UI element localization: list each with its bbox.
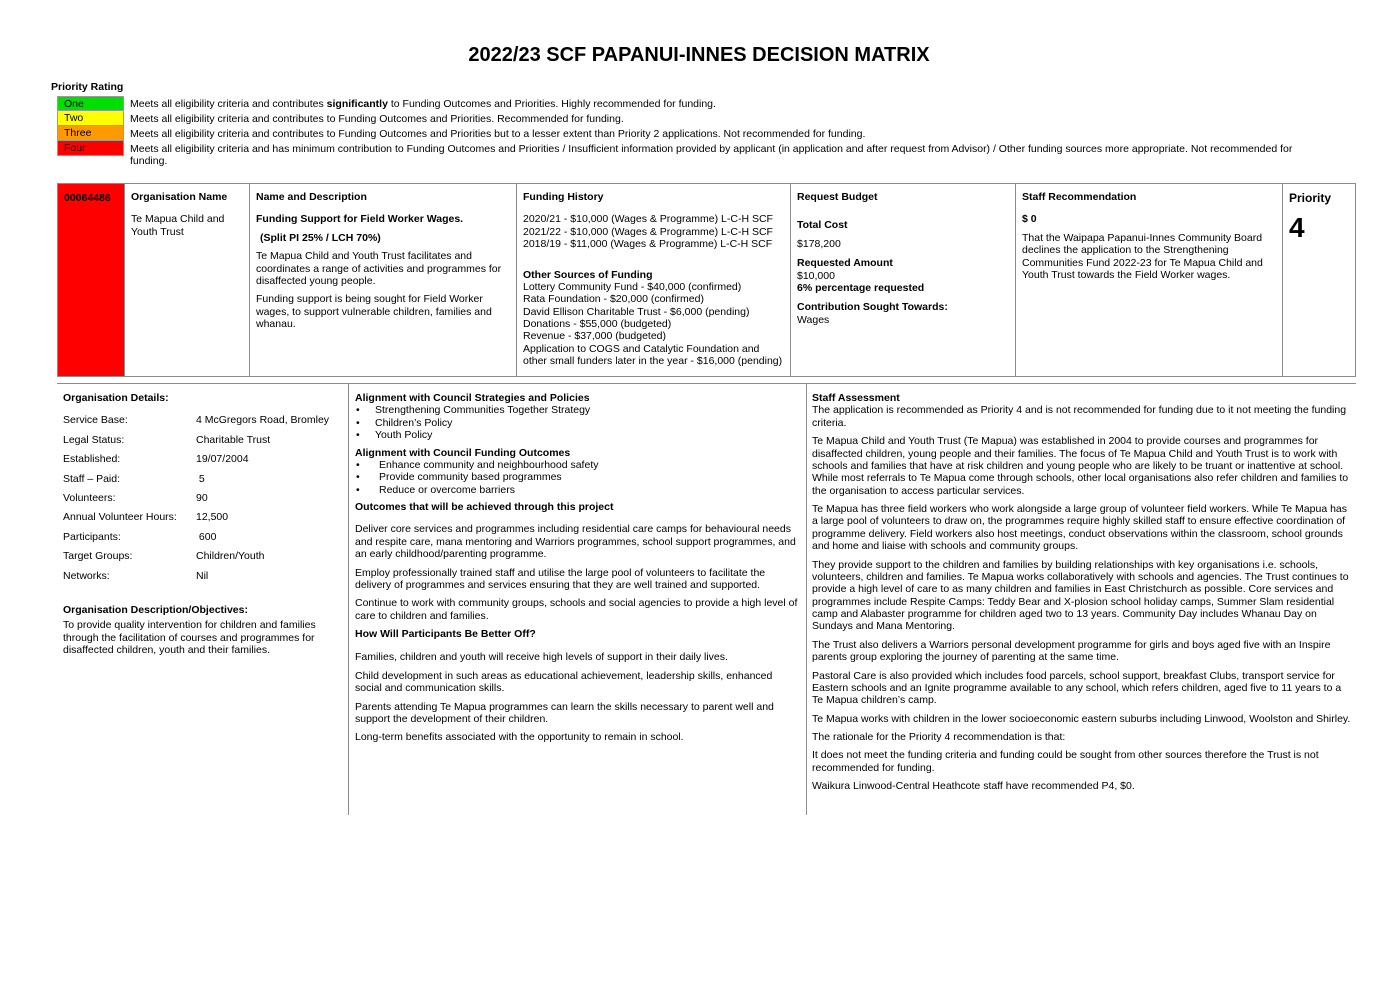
funding-history-item: 2018/19 - $11,000 (Wages & Programme) L-C-H SCF xyxy=(523,238,773,251)
priority-cell xyxy=(1283,184,1355,376)
total-cost-label: Total Cost xyxy=(797,219,848,232)
description-paragraph: Funding support is being sought for Field Worker wages, to support vulnerable children, families and whanau. xyxy=(256,293,492,330)
requested-amount-value: $10,000 xyxy=(797,269,835,282)
detail-row: Networks: Nil xyxy=(63,569,209,582)
priority-row-three xyxy=(57,126,1319,141)
priority-desc-one: Meets all eligibility criteria and contributes significantly to Funding Outcomes and Priorities. Highly recommended for funding. xyxy=(130,98,716,110)
total-cost-value: $178,200 xyxy=(797,237,841,250)
staff-recommendation-amount: $ 0 xyxy=(1022,213,1037,226)
staff-assessment-header: Staff Assessment xyxy=(812,392,900,404)
strategies-header: Alignment with Council Strategies and Policies xyxy=(355,392,590,404)
better-off-paragraph: Child development in such areas as educational achievement, leadership skills, enhanced social and communication skills. xyxy=(355,669,773,695)
priority-desc-four: Meets all eligibility criteria and has minimum contribution to Funding Outcomes and Priorities / Insufficient information provided by applicant (in application and after request from Advisor) / Other funding sources more appropriate. Not recommended for funding. xyxy=(130,143,1293,168)
detail-row: Staff – Paid: 5 xyxy=(63,472,205,485)
column-divider xyxy=(348,384,349,815)
application-summary-table xyxy=(57,183,1356,377)
requested-amount-label: Requested Amount xyxy=(797,257,893,270)
project-outcome-paragraph: Deliver core services and programmes including residential care camps for behavioural needs and respite care, mana mentoring and Warriors programmes, school support programmes, and an early childhood/parenting programme. xyxy=(355,523,796,561)
strategy-item: • Children’s Policy xyxy=(355,417,800,429)
other-source-item: Revenue - $37,000 (budgeted) xyxy=(523,330,667,343)
assessment-paragraph: Te Mapua works with children in the lower socioeconomic eastern suburbs including Linwood, Woolston and Shirley. xyxy=(812,712,1351,725)
detail-row: Service Base: 4 McGregors Road, Bromley xyxy=(63,414,330,427)
priority-rating-legend xyxy=(57,96,1319,168)
assessment-paragraph: Te Mapua has three field workers who work alongside a large group of volunteer field workers. While Te Mapua has a large pool of volunteers to draw on, the programmes require highly skilled staff to ensure effective coordination of programme delivery. Field workers also host meetings, conduct observations within the classroom, school grounds and home and liaise with schools and community groups. xyxy=(812,503,1348,553)
detail-row: Annual Volunteer Hours: 12,500 xyxy=(63,511,229,524)
alignment-column xyxy=(355,392,800,750)
priority-row-two xyxy=(57,111,1319,126)
priority-desc-three: Meets all eligibility criteria and contributes to Funding Outcomes and Priorities but to a lesser extent than Priority 2 applications. Not recommended for funding. xyxy=(130,128,866,140)
funding-outcomes-header: Alignment with Council Funding Outcomes xyxy=(355,446,571,459)
priority-swatch-three: Three xyxy=(57,126,124,141)
description-paragraph: Te Mapua Child and Youth Trust facilitates and coordinates a range of activities and programmes for disaffected young people. xyxy=(256,250,502,287)
funding-outcomes-list xyxy=(355,459,800,496)
detail-row: Target Groups: Children/Youth xyxy=(63,550,265,563)
better-off-paragraph: Long-term benefits associated with the opportunity to remain in school. xyxy=(355,731,684,744)
other-source-item: Rata Foundation - $20,000 (confirmed) xyxy=(523,293,704,306)
staff-recommendation-cell xyxy=(1016,184,1283,376)
priority-row-four xyxy=(57,141,1319,168)
outcome-item: • Reduce or overcome barriers xyxy=(355,484,800,496)
staff-recommendation-header: Staff Recommendation xyxy=(1022,191,1137,203)
request-budget-cell xyxy=(791,184,1016,376)
description-header: Name and Description xyxy=(256,191,367,203)
description-title: Funding Support for Field Worker Wages. xyxy=(256,213,464,226)
other-source-item: Donations - $55,000 (budgeted) xyxy=(523,318,672,330)
detail-row: Volunteers: 90 xyxy=(63,491,208,504)
staff-recommendation-text: That the Waipapa Papanui-Innes Community Board declines the application to the Strengthening Communities Fund 2022-23 for Te Mapua Child and Youth Trust towards the Field Worker wages. xyxy=(1022,231,1263,281)
priority-rating-heading: Priority Rating xyxy=(51,81,124,93)
request-budget-header: Request Budget xyxy=(797,191,878,203)
contribution-sought-value: Wages xyxy=(797,313,830,326)
page-title: 2022/23 SCF PAPANUI-INNES DECISION MATRIX xyxy=(468,44,930,66)
organisation-details xyxy=(63,392,343,656)
priority-header: Priority xyxy=(1289,191,1332,205)
other-source-item: Application to COGS and Catalytic Foundation and other small funders later in the year - $16,000 (pending) xyxy=(523,342,783,368)
funding-history-item: 2021/22 - $10,000 (Wages & Programme) L-C-H SCF xyxy=(523,225,773,238)
section-divider xyxy=(57,383,1356,384)
other-source-item: David Ellison Charitable Trust - $6,000 (pending) xyxy=(523,305,750,318)
funding-history-item: 2020/21 - $10,000 (Wages & Programme) L-C-H SCF xyxy=(523,213,773,226)
outcome-item: • Enhance community and neighbourhood safety xyxy=(355,459,800,471)
strategy-item: • Youth Policy xyxy=(355,429,800,441)
description-cell xyxy=(250,184,517,376)
assessment-paragraph: The Trust also delivers a Warriors personal development programme for girls and boys aged five with an Inspire parents group exploring the journey of parenting at the same time. xyxy=(812,638,1331,664)
org-description-text: To provide quality intervention for children and families through the facilitation of courses and programmes for disaffected children, youth and their families. xyxy=(63,619,316,657)
priority-value: 4 xyxy=(1289,212,1305,244)
column-divider xyxy=(806,384,807,815)
org-name: Te Mapua Child and Youth Trust xyxy=(131,213,225,238)
detail-row: Legal Status: Charitable Trust xyxy=(63,433,271,446)
outcome-item: • Provide community based programmes xyxy=(355,471,800,483)
detail-row: Established: 19/07/2004 xyxy=(63,453,249,466)
priority-swatch-one: One xyxy=(57,96,124,111)
description-split: (Split PI 25% / LCH 70%) xyxy=(260,231,381,244)
other-sources-header: Other Sources of Funding xyxy=(523,268,653,281)
org-name-header: Organisation Name xyxy=(131,191,228,203)
funding-history-cell xyxy=(517,184,791,376)
assessment-paragraph: The rationale for the Priority 4 recommendation is that: xyxy=(812,731,1066,743)
priority-swatch-two: Two xyxy=(57,111,124,126)
priority-swatch-four: Four xyxy=(57,141,124,156)
assessment-paragraph: Pastoral Care is also provided which includes food parcels, school support, breakfast Clubs, transport service for Eastern schools and an Ignite programme available to any school, which refers children, aged five to 11 years to a Te Mapua children’s camp. xyxy=(812,669,1342,707)
detail-row: Participants: 600 xyxy=(63,530,217,543)
strategies-list xyxy=(355,404,800,441)
project-outcome-paragraph: Employ professionally trained staff and utilise the large pool of volunteers to facilitate the delivery of programmes and services ensuring that they are well trained and supported. xyxy=(355,566,766,591)
other-source-item: Lottery Community Fund - $40,000 (confirmed) xyxy=(523,280,742,293)
contribution-sought-label: Contribution Sought Towards: xyxy=(797,301,948,314)
org-details-header: Organisation Details: xyxy=(63,392,169,404)
project-outcome-paragraph: Continue to work with community groups, schools and social agencies to provide a high level of care to children and families. xyxy=(355,597,798,622)
assessment-paragraph: The application is recommended as Priority 4 and is not recommended for funding due to it not meeting the funding criteria. xyxy=(812,404,1347,429)
better-off-header: How Will Participants Be Better Off? xyxy=(355,628,536,640)
priority-desc-two: Meets all eligibility criteria and contributes to Funding Outcomes and Priorities. Recommended for funding. xyxy=(130,113,624,125)
project-outcomes-header: Outcomes that will be achieved through this project xyxy=(355,501,614,513)
staff-assessment xyxy=(812,392,1352,799)
assessment-paragraph: Waikura Linwood-Central Heathcote staff have recommended P4, $0. xyxy=(812,780,1135,793)
assessment-paragraph: It does not meet the funding criteria and funding could be sought from other sources therefore the Trust is not recommended for funding. xyxy=(812,749,1319,774)
org-description-header: Organisation Description/Objectives: xyxy=(63,603,248,616)
better-off-paragraph: Families, children and youth will receive high levels of support in their daily lives. xyxy=(355,651,728,664)
application-id: 00064486 xyxy=(58,184,125,376)
assessment-paragraph: Te Mapua Child and Youth Trust (Te Mapua) was established in 2004 to provide courses and programmes for disaffected children, young people and their families. The focus of Te Mapua Child and Youth Trust is to work with schools and families that have at risk children and young people who are likely to be truant or inattentive at school. While most referrals to Te Mapua come through schools, other local organisations also refer children and families to the organisation to access particular services. xyxy=(812,435,1349,497)
assessment-paragraph: They provide support to the children and families by building relationships with key organisations i.e. schools, volunteers, children and families. Te Mapua works collaboratively with schools and agencies. The Trust continues to provide a high level of care to as many children and families in East Christchurch as possible. Core services and programmes include Respite Camps: Teddy Bear and X-plosion school holiday camps, Summer Slam residential camp and Alabaster programme for children aged two to 13 years. Community Day includes Whanau Day on Sundays and Mana Mentoring. xyxy=(812,558,1349,633)
strategy-item: • Strengthening Communities Together Strategy xyxy=(355,404,800,416)
funding-history-header: Funding History xyxy=(523,191,604,203)
percentage-requested: 6% percentage requested xyxy=(797,281,925,294)
better-off-paragraph: Parents attending Te Mapua programmes can learn the skills necessary to parent well and support the development of their children. xyxy=(355,700,774,725)
priority-row-one xyxy=(57,96,1319,111)
org-name-cell xyxy=(125,184,250,376)
